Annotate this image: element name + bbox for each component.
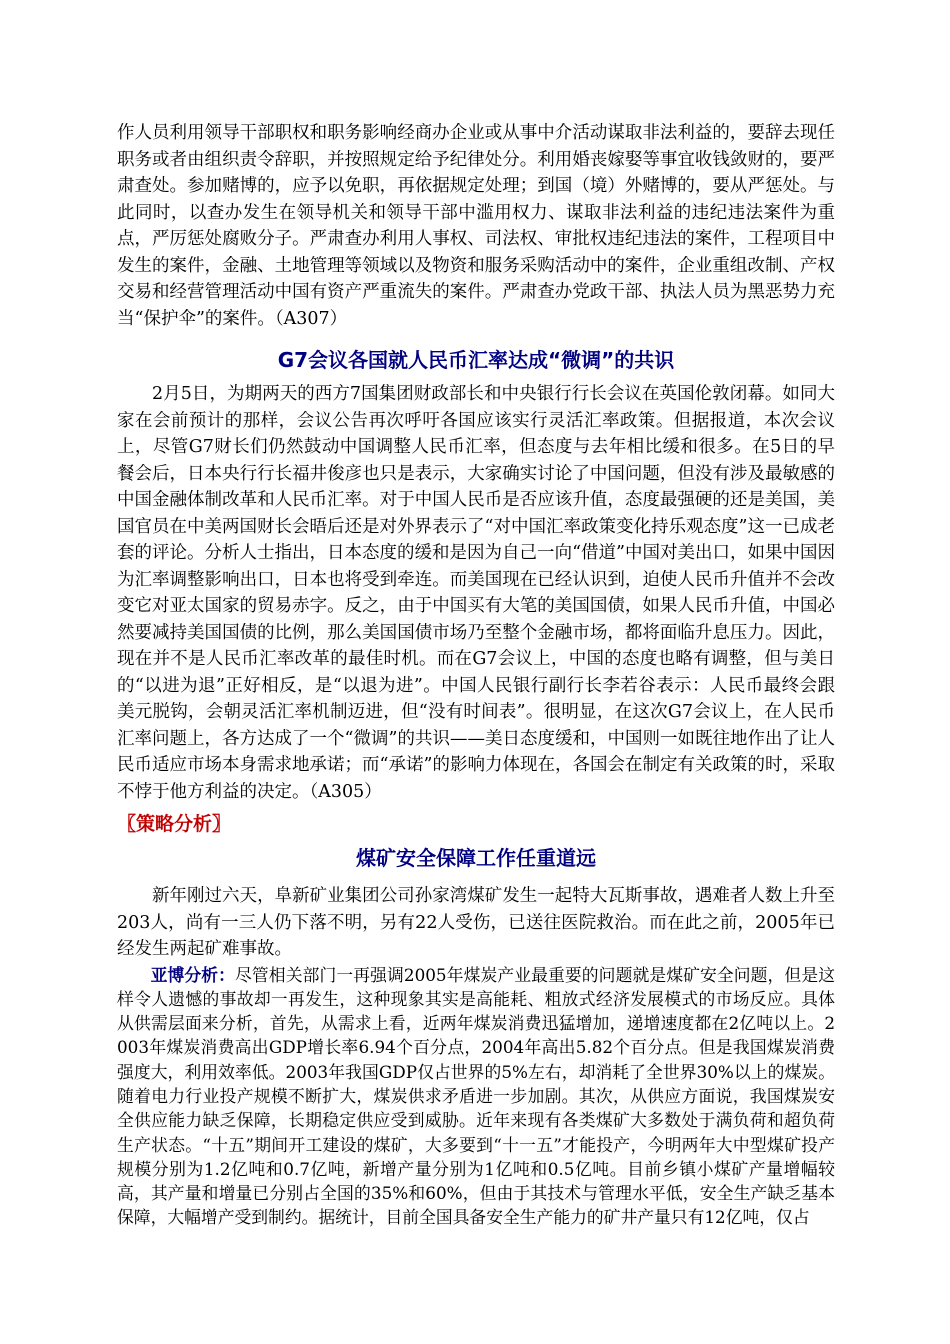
analysis-label: 亚博分析：: [150, 964, 236, 985]
article-body-coal-safety: 新年刚过六天，阜新矿业集团公司孙家湾煤矿发生一起特大瓦斯事故，遇难者人数上升至203人，尚有一三人仍下落不明，另有22人受伤，已送往医院救治。而在此之前，2005年已经发生两起矿难事故。: [117, 886, 835, 959]
document-page: [117, 120, 835, 1230]
intro-paragraph: 作人员利用领导干部职权和职务影响经商办企业或从事中介活动谋取非法利益的，要辞去现任职务或者由组织责令辞职，并按照规定给予纪律处分。利用婚丧嫁娶等事宜收钱敛财的，要严肃查处。参加赌博的，应予以免职，再依据规定处理；到国（境）外赌博的，要从严惩处。与此同时，以查办发生在领导机关和领导干部中滥用权力、谋取非法利益的违纪违法案件为重点，严厉惩处腐败分子。严肃查办利用人事权、司法权、审批权违纪违法的案件，工程项目中发生的案件，金融、土地管理等领域以及物资和服务采购活动中的案件，企业重组改制、产权交易和经营管理活动中国有资产严重流失的案件。严肃查办党政干部、执法人员为黑恶势力充当“保护伞”的案件。（A307）: [117, 123, 835, 329]
article-body-g7: 2月5日，为期两天的西方7国集团财政部长和中央银行行长会议在英国伦敦闭幕。如同大家在会前预计的那样，会议公告再次呼吁各国应该实行灵活汇率政策。但据报道，本次会议上，尽管G7财长们仍然鼓动中国调整人民币汇率，但态度与去年相比缓和很多。在5日的早餐会后，日本央行行长福井俊彦也只是表示，大家确实讨论了中国问题，但没有涉及最敏感的中国金融体制改革和人民币汇率。对于中国人民币是否应该升值，态度最强硬的还是美国，美国官员在中美两国财长会晤后还是对外界表示了“对中国汇率政策变化持乐观态度”这一已成老套的评论。分析人士指出，日本态度的缓和是因为自己一向“借道”中国对美出口，如果中国因为汇率调整影响出口，日本也将受到牵连。而美国现在已经认识到，迫使人民币升值并不会改变它对亚太国家的贸易赤字。反之，由于中国买有大笔的美国国债，如果人民币升值，中国必然要减持美国国债的比例，那么美国国债市场乃至整个金融市场，都将面临升息压力。因此，现在并不是人民币汇率改革的最佳时机。而在G7会议上，中国的态度也略有调整，但与美日的“以进为退”正好相反，是“以退为进”。中国人民银行副行长李若谷表示：人民币最终会跟美元脱钩，会朝灵活汇率机制迈进，但“没有时间表”。很明显，在这次G7会议上，在人民币汇率问题上，各方达成了一个“微调”的共识——美日态度缓和，中国则一如既往地作出了让人民币适应市场本身需求地承诺；而“承诺”的影响力体现在，各国会在制定有关政策的时，采取不悖于他方利益的决定。（A305）: [117, 384, 835, 802]
article-title-coal-safety: 煤矿安全保障工作任重道远: [356, 846, 596, 870]
article-title-g7: G7会议各国就人民币汇率达成“微调”的共识: [277, 348, 675, 372]
analysis-text: 尽管相关部门一再强调2005年煤炭产业最重要的问题就是煤矿安全问题，但是这样令人遗憾的事故却一再发生，这种现象其实是高能耗、粗放式经济发展模式的市场反应。具体从供需层面来分析，首先，从需求上看，近两年煤炭消费迅猛增加，递增速度都在2亿吨以上。2003年煤炭消费高出GDP增长率6.94个百分点，2004年高出5.82个百分点。但是我国煤炭消费强度大，利用效率低。2003年我国GDP仅占世界的5%左右，却消耗了全世界30%以上的煤炭。随着电力行业投产规模不断扩大，煤炭供求矛盾进一步加剧。其次，从供应方面说，我国煤炭安全供应能力缺乏保障，长期稳定供应受到威胁。近年来现有各类煤矿大多数处于满负荷和超负荷生产状态。“十五”期间开工建设的煤矿，大多要到“十一五”才能投产，今明两年大中型煤矿投产规模分别为1.2亿吨和0.7亿吨，新增产量分别为1亿吨和0.5亿吨。目前乡镇小煤矿产量增幅较高，其产量和增量已分别占全国的35%和60%，但由于其技术与管理水平低，安全生产缺乏基本保障，大幅增产受到制约。据统计，目前全国具备安全生产能力的矿井产量只有12亿吨，仅占: [117, 964, 835, 1228]
section-tag-strategy: 〖策略分析〗: [117, 813, 232, 835]
analysis-paragraph: [117, 963, 835, 1230]
